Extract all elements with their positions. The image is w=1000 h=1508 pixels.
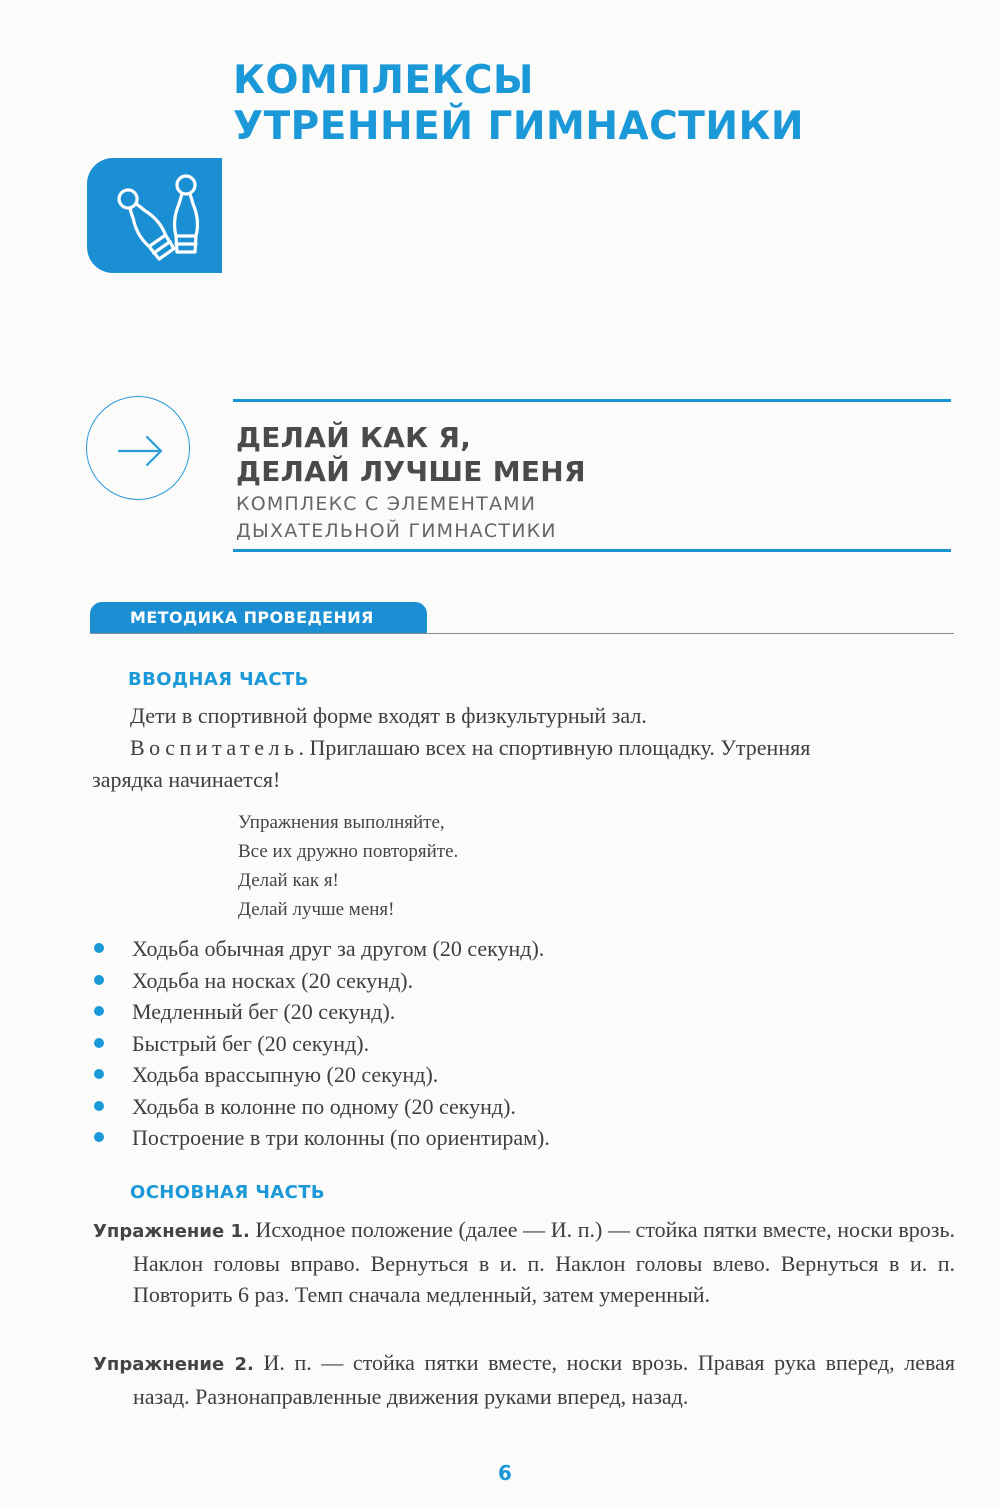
section-subtitle [236,491,557,545]
list-item [92,965,550,997]
intro-paragraph-2-line-2: зарядка начинается! [92,767,281,792]
bullet-icon [94,1132,104,1142]
speaker-name: Воспитатель [130,735,299,760]
list-item-text: Построение в три колонны (по ориентирам). [132,1125,550,1150]
list-item [92,1059,550,1091]
list-item-text: Ходьба обычная друг за другом (20 секунд). [132,936,545,961]
intro-paragraph-2 [130,732,810,764]
bullet-icon [94,943,104,953]
exercise-1 [93,1214,955,1311]
main-part-heading: ОСНОВНАЯ ЧАСТЬ [130,1182,326,1203]
intro-paragraph-2-rest: . Приглашаю всех на спортивную площадку. Утренняя [298,735,811,760]
warmup-list [92,933,550,1154]
list-item-text: Ходьба в колонне по одному (20 секунд). [132,1093,516,1119]
poem-line: Делай лучше меня! [238,899,395,920]
list-item-text: Ходьба врассыпную (20 секунд). [132,1062,439,1087]
list-item [92,933,550,965]
exercise-1-label: Упражнение 1. [93,1221,250,1242]
poem-line: Делай как я! [238,870,339,891]
bullet-icon [94,975,104,985]
section-arrow-badge [86,396,190,500]
chapter-title-line-2: УТРЕННЕЙ ГИМНАСТИКИ [233,104,805,149]
arrow-right-icon [87,397,191,501]
intro-paragraph-1: Дети в спортивной форме входят в физкультурный зал. [130,703,647,728]
method-tab-rule [90,633,954,634]
exercise-2-text: И. п. — стойка пятки вместе, носки врозь. Правая рука вперед, левая назад. Разнонаправленные движения руками вперед, назад. [133,1350,955,1409]
section-title-line-1: ДЕЛАЙ КАК Я, [236,421,472,454]
bullet-icon [94,1069,104,1079]
list-item-text: Медленный бег (20 секунд). [132,999,396,1024]
page-number: 6 [498,1461,512,1485]
poem-line: Все их дружно повторяйте. [238,841,459,862]
bullet-icon [94,1006,104,1016]
poem-line: Упражнения выполняйте, [238,812,445,833]
section-subtitle-line-1: КОМПЛЕКС С ЭЛЕМЕНТАМИ [236,493,537,515]
section-title [236,421,586,489]
poem [238,808,458,924]
exercise-2-label: Упражнение 2. [93,1354,254,1375]
list-item-text: Ходьба на носках (20 секунд). [132,967,414,993]
section-title-line-2: ДЕЛАЙ ЛУЧШЕ МЕНЯ [236,455,586,488]
exercise-2 [93,1347,955,1412]
section-rule-bottom [233,549,951,552]
bullet-icon [94,1101,104,1111]
bowling-pins-icon [87,158,222,273]
list-item [92,1122,550,1154]
list-item [92,996,550,1028]
list-item-text: Быстрый бег (20 секунд). [132,1030,370,1056]
method-tab: МЕТОДИКА ПРОВЕДЕНИЯ [90,602,427,634]
chapter-icon-tile [87,158,222,273]
list-item [92,1091,550,1123]
bullet-icon [94,1038,104,1048]
chapter-title [233,58,804,150]
list-item [92,1028,550,1060]
section-subtitle-line-2: ДЫХАТЕЛЬНОЙ ГИМНАСТИКИ [236,520,557,542]
section-rule-top [233,399,951,402]
intro-heading: ВВОДНАЯ ЧАСТЬ [128,669,309,690]
chapter-title-line-1: КОМПЛЕКСЫ [233,58,534,103]
exercise-1-text: Исходное положение (далее — И. п.) — стойка пятки вместе, носки врозь. Наклон головы вправо. Вернуться в и. п. Наклон головы влево. Вернуться в и. п. Повторить 6 раз. Темп сначала медленный, затем умеренный. [133,1217,955,1307]
